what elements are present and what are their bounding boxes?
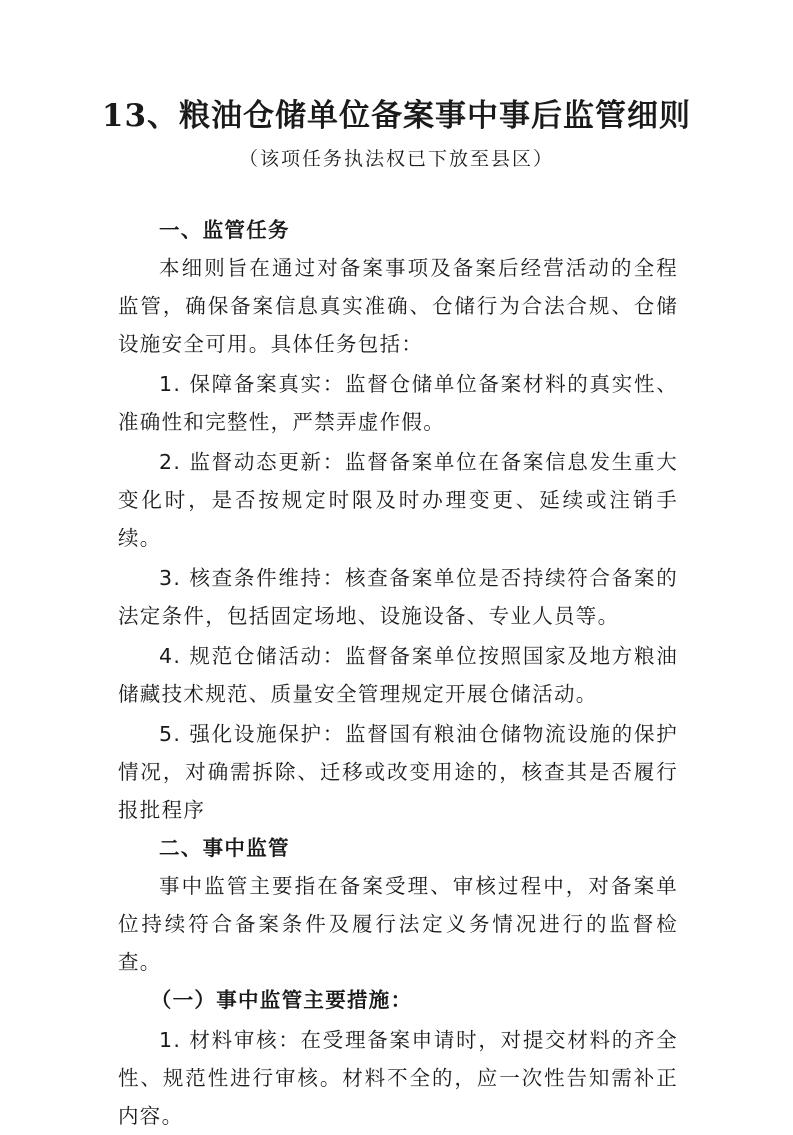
task-item-2 [118, 443, 678, 557]
section-intro-paragraph: 本细则旨在通过对备案事项及备案后经营活动的全程监管，确保备案信息真实准确、仓储行为合法合规、仓储设施安全可用。具体任务包括： [118, 256, 678, 356]
task-item-text: 监督备案单位在备案信息发生重大变化时，是否按规定时限及时办理变更、延续或注销手续。 [118, 450, 679, 550]
task-item-lead: 4. 规范仓储活动： [159, 644, 346, 668]
task-item-text: 监督备案单位按照国家及地方粮油储藏技术规范、质量安全管理规定开展仓储活动。 [118, 644, 679, 706]
task-item-3 [118, 559, 678, 635]
document-title: 13、粮油仓储单位备案事中事后监管细则 [101, 98, 692, 134]
task-item-text: 监督国有粮油仓储物流设施的保护情况，对确需拆除、迁移或改变用途的，核查其是否履行报批程序 [118, 722, 679, 822]
task-item-4 [118, 637, 678, 713]
task-item-text: 监督仓储单位备案材料的真实性、准确性和完整性，严禁弄虚作假。 [118, 372, 679, 434]
task-item-lead: 3. 核查条件维持： [159, 566, 346, 590]
task-item-lead: 5. 强化设施保护： [159, 722, 346, 746]
measure-item-lead: 1. 材料审核： [159, 1028, 301, 1052]
subsection-heading-main-measures: （一）事中监管主要措施： [150, 988, 413, 1012]
task-item-1 [118, 365, 678, 441]
measure-item-1 [118, 1021, 678, 1135]
document-body [118, 211, 678, 1135]
measure-item-text: 在受理备案申请时，对提交材料的齐全性、规范性进行审核。材料不全的，应一次性告知需补正内容。 [118, 1028, 678, 1128]
task-item-lead: 1. 保障备案真实： [159, 372, 346, 396]
document-subtitle: （该项任务执法权已下放至县区） [238, 148, 554, 170]
section-heading-in-process-supervision: 二、事中监管 [159, 836, 290, 860]
section-heading-supervision-tasks: 一、监管任务 [159, 218, 290, 242]
section-intro-paragraph: 事中监管主要指在备案受理、审核过程中，对备案单位持续符合备案条件及履行法定义务情况进行的监督检查。 [118, 874, 678, 974]
task-item-lead: 2. 监督动态更新： [159, 450, 346, 474]
task-item-text: 核查备案单位是否持续符合备案的法定条件，包括固定场地、设施设备、专业人员等。 [118, 566, 679, 628]
task-item-5 [118, 715, 678, 829]
